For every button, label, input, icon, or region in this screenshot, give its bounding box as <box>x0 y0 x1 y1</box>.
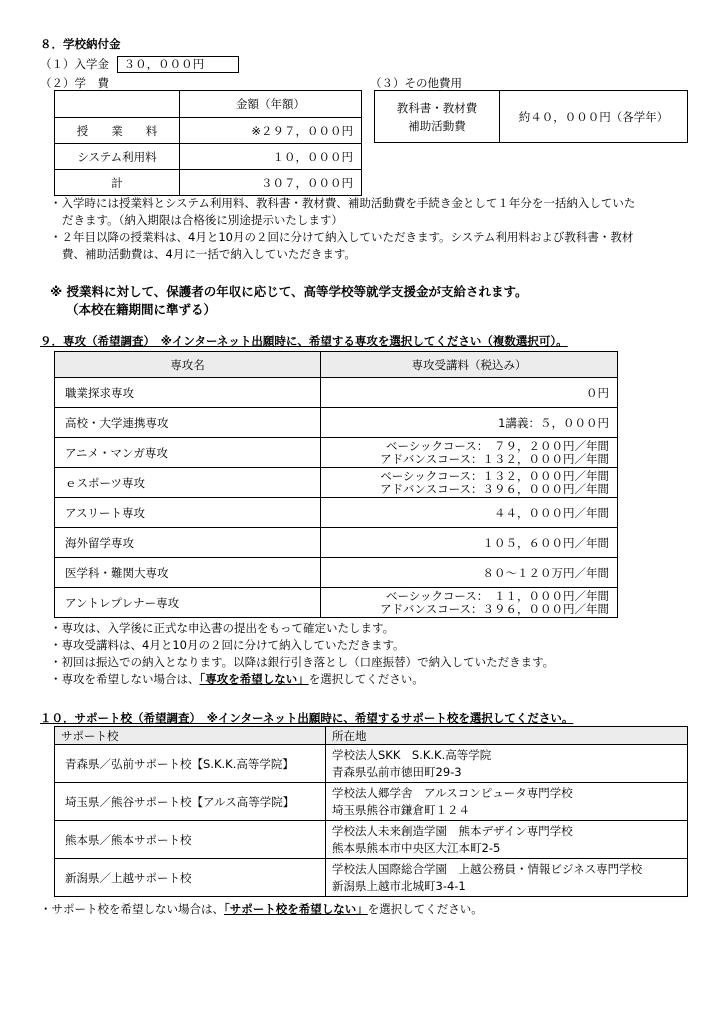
school-address: 学校法人国際総合学園 上越公務員・情報ビジネス専門学校 新潟県上越市北城町3-4-1 <box>326 859 688 897</box>
major-name: 高校・大学連携専攻 <box>55 408 321 438</box>
note-line: ・入学時には授業料とシステム利用料、教科書・教材費、補助活動費を手続き金として１年分を一括納入していた <box>50 196 636 210</box>
major-fee: １０５，６００円／年間 <box>321 528 618 558</box>
support-fund-line-2: （本校在籍期間に準ずる） <box>66 302 217 317</box>
major-name: アニメ・マンガ専攻 <box>55 438 321 468</box>
school-address: 学校法人未来創造学園 熊本デザイン専門学校 熊本県熊本市中央区大江本町2-5 <box>326 821 688 859</box>
major-fee: 1講義：５，０００円 <box>321 408 618 438</box>
section-8-title: ８．学校納付金 <box>40 37 121 51</box>
tuition-row-value: ３０７，０００円 <box>180 170 362 196</box>
other-costs-table <box>374 90 688 143</box>
tuition-table <box>54 90 362 196</box>
major-name: ｅスポーツ専攻 <box>55 468 321 498</box>
tuition-row-value: ※２９７，０００円 <box>180 118 362 144</box>
major-col-header: 専攻名 <box>55 352 321 378</box>
table-row <box>55 558 618 588</box>
school-name: 新潟県／上越サポート校 <box>55 859 326 897</box>
major-fee: ベーシックコース： １１，０００円／年間 アドバンスコース：３９６，０００円／年間 <box>321 588 618 618</box>
support-school-table <box>54 726 688 897</box>
table-row <box>55 498 618 528</box>
section-10-title: １０．サポート校（希望調査） ※インターネット出願時に、希望するサポート校を選択してください。 <box>40 711 574 725</box>
table-row <box>55 408 618 438</box>
tuition-table-corner <box>55 91 180 118</box>
school-name: 青森県／弘前サポート校【S.K.K.高等学院】 <box>55 745 326 783</box>
table-row <box>55 588 618 618</box>
note-line: 費、補助活動費は、4月に一括で納入していただきます。 <box>62 247 356 261</box>
table-row <box>55 378 618 408</box>
fee-col-header: 専攻受講料（税込み） <box>321 352 618 378</box>
section-9-notes <box>50 620 554 688</box>
major-fee: ベーシックコース： ７９，２００円／年間 アドバンスコース：１３２，０００円／年間 <box>321 438 618 468</box>
other-costs-value: 約４０，０００円（各学年） <box>500 91 688 143</box>
school-name: 熊本県／熊本サポート校 <box>55 821 326 859</box>
major-fee: ８０～１２０万円／年間 <box>321 558 618 588</box>
tuition-row-value: １０，０００円 <box>180 144 362 170</box>
table-row <box>55 783 688 821</box>
section-8-notes <box>50 195 635 263</box>
tuition-label: （２）学 費 <box>40 76 109 90</box>
table-row <box>55 468 618 498</box>
note-line: ・２年目以降の授業料は、4月と10月の２回に分けて納入していただきます。システム利用料および教科書・教材 <box>50 230 634 244</box>
major-name: 職業探求専攻 <box>55 378 321 408</box>
school-col-header: サポート校 <box>55 727 326 745</box>
other-costs-item-1: 教科書・教材費 <box>396 100 478 115</box>
entrance-fee-label: （１）入学金 <box>40 57 109 71</box>
major-table <box>54 351 618 618</box>
other-costs-label-cell <box>375 91 500 143</box>
no-support-school-option: 「サポート校を希望しない」 <box>224 902 368 916</box>
table-row <box>55 170 362 196</box>
table-row <box>55 438 618 468</box>
major-fee: ０円 <box>321 378 618 408</box>
school-address: 学校法人郷学舎 アルスコンピュータ専門学校 埼玉県熊谷市鎌倉町１２４ <box>326 783 688 821</box>
other-costs-item-2: 補助活動費 <box>408 118 466 133</box>
note-line: ・専攻は、入学後に正式な申込書の提出をもって確定いたします。 <box>50 621 395 635</box>
address-col-header: 所在地 <box>326 727 688 745</box>
note-line: ・専攻受講料は、4月と10月の２回に分けて納入していただきます。 <box>50 638 405 652</box>
support-fund-note <box>50 283 528 319</box>
note-line: ・初回は振込での納入となります。以降は銀行引き落とし（口座振替）で納入していただきます。 <box>50 655 555 669</box>
major-name: アントレプレナー専攻 <box>55 588 321 618</box>
table-row <box>55 745 688 783</box>
table-row <box>55 118 362 144</box>
other-costs-label: （３）その他費用 <box>370 76 462 90</box>
table-row <box>55 528 618 558</box>
no-major-option: 「専攻を希望しない」 <box>199 672 309 686</box>
tuition-row-label: 計 <box>55 170 180 196</box>
entrance-fee-value: ３０，０００円 <box>117 56 239 73</box>
major-fee: ベーシックコース：１３２，０００円／年間 アドバンスコース：３９６，０００円／年間 <box>321 468 618 498</box>
major-fee: ４４，０００円／年間 <box>321 498 618 528</box>
entrance-fee-row <box>40 56 239 73</box>
school-name: 埼玉県／熊谷サポート校【アルス高等学院】 <box>55 783 326 821</box>
table-row <box>55 144 362 170</box>
table-row <box>55 859 688 897</box>
tuition-table-header: 金額（年額） <box>180 91 362 118</box>
note-line: だきます。（納入期限は合格後に別途提示いたします） <box>62 213 343 227</box>
tuition-row-label: 授 業 料 <box>55 118 180 144</box>
section-10-note: ・サポート校を希望しない場合は、「サポート校を希望しない」を選択してください。 <box>40 902 483 916</box>
major-name: 海外留学専攻 <box>55 528 321 558</box>
major-name: アスリート専攻 <box>55 498 321 528</box>
table-row <box>55 821 688 859</box>
major-name: 医学科・難関大専攻 <box>55 558 321 588</box>
tuition-row-label: システム利用料 <box>55 144 180 170</box>
note-line: ・専攻を希望しない場合は、「専攻を希望しない」を選択してください。 <box>50 672 424 686</box>
support-fund-line-1: ※ 授業料に対して、保護者の年収に応じて、高等学校等就学支援金が支給されます。 <box>50 284 528 299</box>
school-address: 学校法人SKK S.K.K.高等学院 青森県弘前市徳田町29-3 <box>326 745 688 783</box>
section-9-title: ９．専攻（希望調査） ※インターネット出願時に、希望する専攻を選択してください（複数選択可）。 <box>40 334 568 348</box>
